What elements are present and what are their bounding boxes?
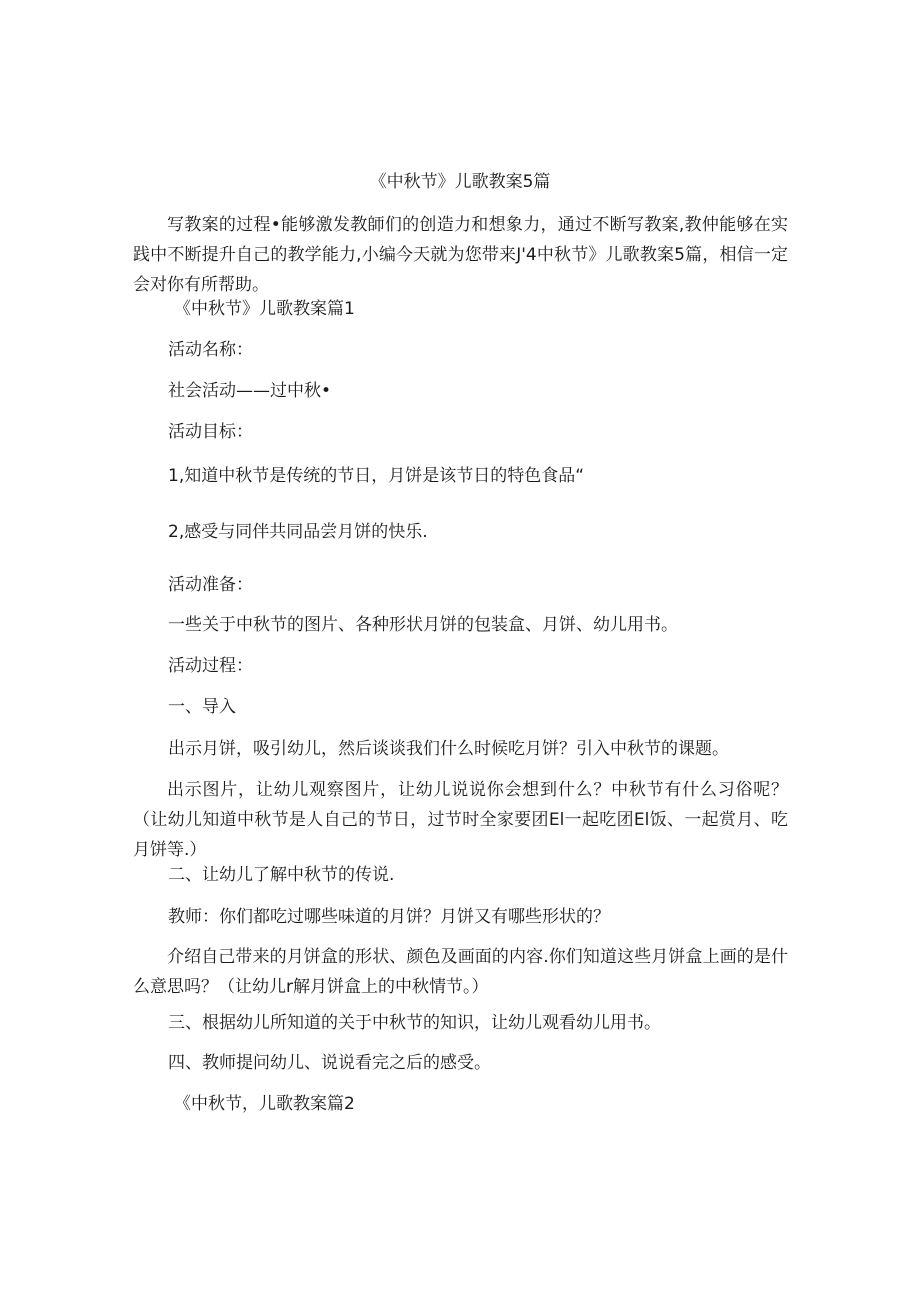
step-1-paragraph-1: 出示月饼，吸引幼儿，然后谈谈我们什么时候吃月饼？引入中秋节的课题。 xyxy=(168,739,729,759)
intro-paragraph: 写教案的过程•能够激发教師们的创造力和想象力，通过不断写教案,教仲能够在实践中不断提升自己的教学能力,小编今天就为您带来J'4中秋节》儿歌教案5篇，相信一定会对你有所帮助。 xyxy=(133,215,788,295)
activity-name: 社会活动——过中秋• xyxy=(168,381,332,401)
step-2-paragraph-1: 教师：你们都吃过哪些味道的月饼？月饼又有哪些形状的？ xyxy=(168,907,610,927)
prep-text: 一些关于中秋节的图片、各种形状月饼的包装盒、月饼、幼儿用书。 xyxy=(168,615,678,635)
process-label: 活动过程： xyxy=(168,656,253,676)
activity-name-label: 活动名称： xyxy=(168,340,253,360)
step-2-heading: 二、让幼儿了解中秋节的传说. xyxy=(168,865,395,885)
section-1-heading: 《中秋节》儿歌教案篇1 xyxy=(174,299,355,319)
goal-2: 2,感受与同伴共同品尝月饼的快乐. xyxy=(168,522,428,542)
section-2-heading: 《中秋节，儿歌教案篇2 xyxy=(174,1094,355,1114)
step-1-paragraph-2: 出示图片，让幼儿观察图片，让幼儿说说你会想到什么？中秋节有什么习俗呢？（让幼儿知道中秋节是人自己的节日，过节时全家要团El一起吃团El饭、一起赏月、吃月饼等.） xyxy=(133,780,788,860)
document-title: 《中秋节》儿歌教案5篇 xyxy=(369,172,551,192)
step-4: 四、教师提问幼儿、说说看完之后的感受。 xyxy=(168,1053,491,1073)
step-2-paragraph-2: 介绍自己带来的月饼盒的形状、颜色及画面的内容.你们知道这些月饼盒上画的是什么意思吗？（让幼儿r解月饼盒上的中秋情节。） xyxy=(133,947,788,997)
step-1-heading: 一、导入 xyxy=(168,697,236,717)
step-3: 三、根据幼儿所知道的关于中秋节的知识，让幼儿观看幼儿用书。 xyxy=(168,1013,661,1033)
goal-1: 1,知道中秋节是传统的节日，月饼是该节日的特色食品“ xyxy=(168,466,585,486)
goals-label: 活动目标： xyxy=(168,422,253,442)
prep-label: 活动准备： xyxy=(168,575,253,595)
